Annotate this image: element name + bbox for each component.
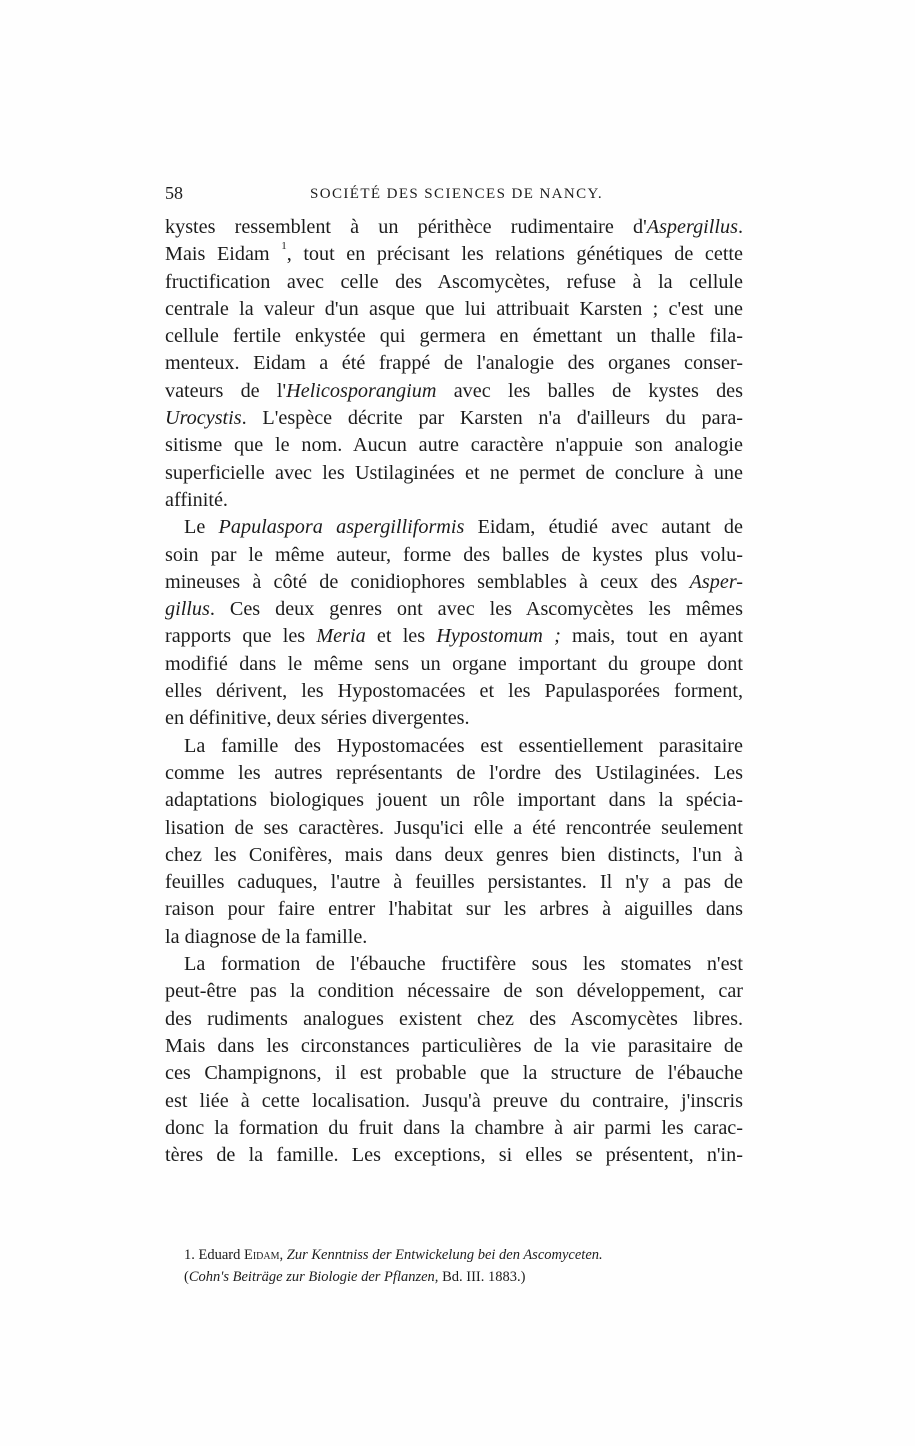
text-line: La famille des Hypostomacées est essentiellement parasitaire <box>184 734 743 757</box>
text-line: Le Papulaspora aspergilliformis Eidam, étudié avec autant de <box>184 516 743 539</box>
text-line: soin par le même auteur, forme des balles de kystes plus volu- <box>165 543 743 566</box>
page-number: 58 <box>165 183 183 203</box>
text-line: donc la formation du fruit dans la chambre à air parmi les carac- <box>165 1116 743 1139</box>
text-line: comme les autres représentants de l'ordre des Ustilaginées. Les <box>165 761 743 784</box>
text-line: menteux. Eidam a été frappé de l'analogie des organes conser- <box>165 352 743 375</box>
running-head: SOCIÉTÉ DES SCIENCES DE NANCY. <box>310 186 603 202</box>
text-line: des rudiments analogues existent chez des Ascomycètes libres. <box>165 1007 743 1030</box>
text-line: gillus. Ces deux genres ont avec les Ascomycètes les mêmes <box>165 598 743 621</box>
text-line: fructification avec celle des Ascomycètes, refuse à la cellule <box>165 270 743 293</box>
text-line: raison pour faire entrer l'habitat sur les arbres à aiguilles dans <box>165 898 743 921</box>
text-line: affinité. <box>165 488 228 511</box>
text-line: superficielle avec les Ustilaginées et ne permet de conclure à une <box>165 461 743 484</box>
text-line: ces Champignons, il est probable que la structure de l'ébauche <box>165 1062 743 1085</box>
text-line: La formation de l'ébauche fructifère sous les stomates n'est <box>184 953 743 976</box>
text-line: peut-être pas la condition nécessaire de son développement, car <box>165 980 743 1003</box>
text-line: lisation de ses caractères. Jusqu'ici elle a été rencontrée seulement <box>165 816 743 839</box>
text-line: Mais Eidam $^1$, tout en précisant les relations génétiques de cette <box>165 241 743 266</box>
body-text <box>165 214 743 1169</box>
text-line: centrale la valeur d'un asque que lui attribuait Karsten ; c'est une <box>165 297 743 320</box>
text-line: la diagnose de la famille. <box>165 925 368 948</box>
text-line: chez les Conifères, mais dans deux genres bien distincts, l'un à <box>165 843 743 866</box>
text-line: Mais dans les circonstances particulières de la vie parasitaire de <box>165 1034 743 1057</box>
text-line: adaptations biologiques jouent un rôle important dans la spécia- <box>165 789 743 812</box>
text-line: modifié dans le même sens un organe important du groupe dont <box>165 652 743 675</box>
text-line: kystes ressemblent à un périthèce rudimentaire d'Aspergillus. <box>165 216 743 238</box>
text-line: rapports que les Meria et les Hypostomum ; mais, tout en ayant <box>165 625 743 648</box>
text-line: en définitive, deux séries divergentes. <box>165 707 470 730</box>
footnotes <box>165 1244 743 1288</box>
text-line: est liée à cette localisation. Jusqu'à preuve du contraire, j'inscris <box>165 1089 743 1112</box>
text-line: vateurs de l'Helicosporangium avec les balles de kystes des <box>165 379 743 402</box>
footnote-line: (Cohn's Beiträge zur Biologie der Pflanzen, Bd. III. 1883.) <box>184 1269 526 1285</box>
text-line: cellule fertile enkystée qui germera en émettant un thalle fila- <box>165 325 743 348</box>
text-line: tères de la famille. Les exceptions, si elles se présentent, n'in- <box>165 1144 743 1167</box>
text-line: sitisme que le nom. Aucun autre caractère n'appuie son analogie <box>165 434 743 457</box>
text-line: mineuses à côté de conidiophores semblables à ceux des Asper- <box>165 570 743 593</box>
footnote-line: 1. Eduard Eidam, Zur Kenntniss der Entwickelung bei den Ascomyceten. <box>184 1247 603 1263</box>
page-header <box>165 183 743 207</box>
text-line: elles dérivent, les Hypostomacées et les Papulasporées forment, <box>165 680 743 703</box>
text-line: Urocystis. L'espèce décrite par Karsten n'a d'ailleurs du para- <box>165 407 743 430</box>
text-line: feuilles caduques, l'autre à feuilles persistantes. Il n'y a pas de <box>165 871 743 894</box>
